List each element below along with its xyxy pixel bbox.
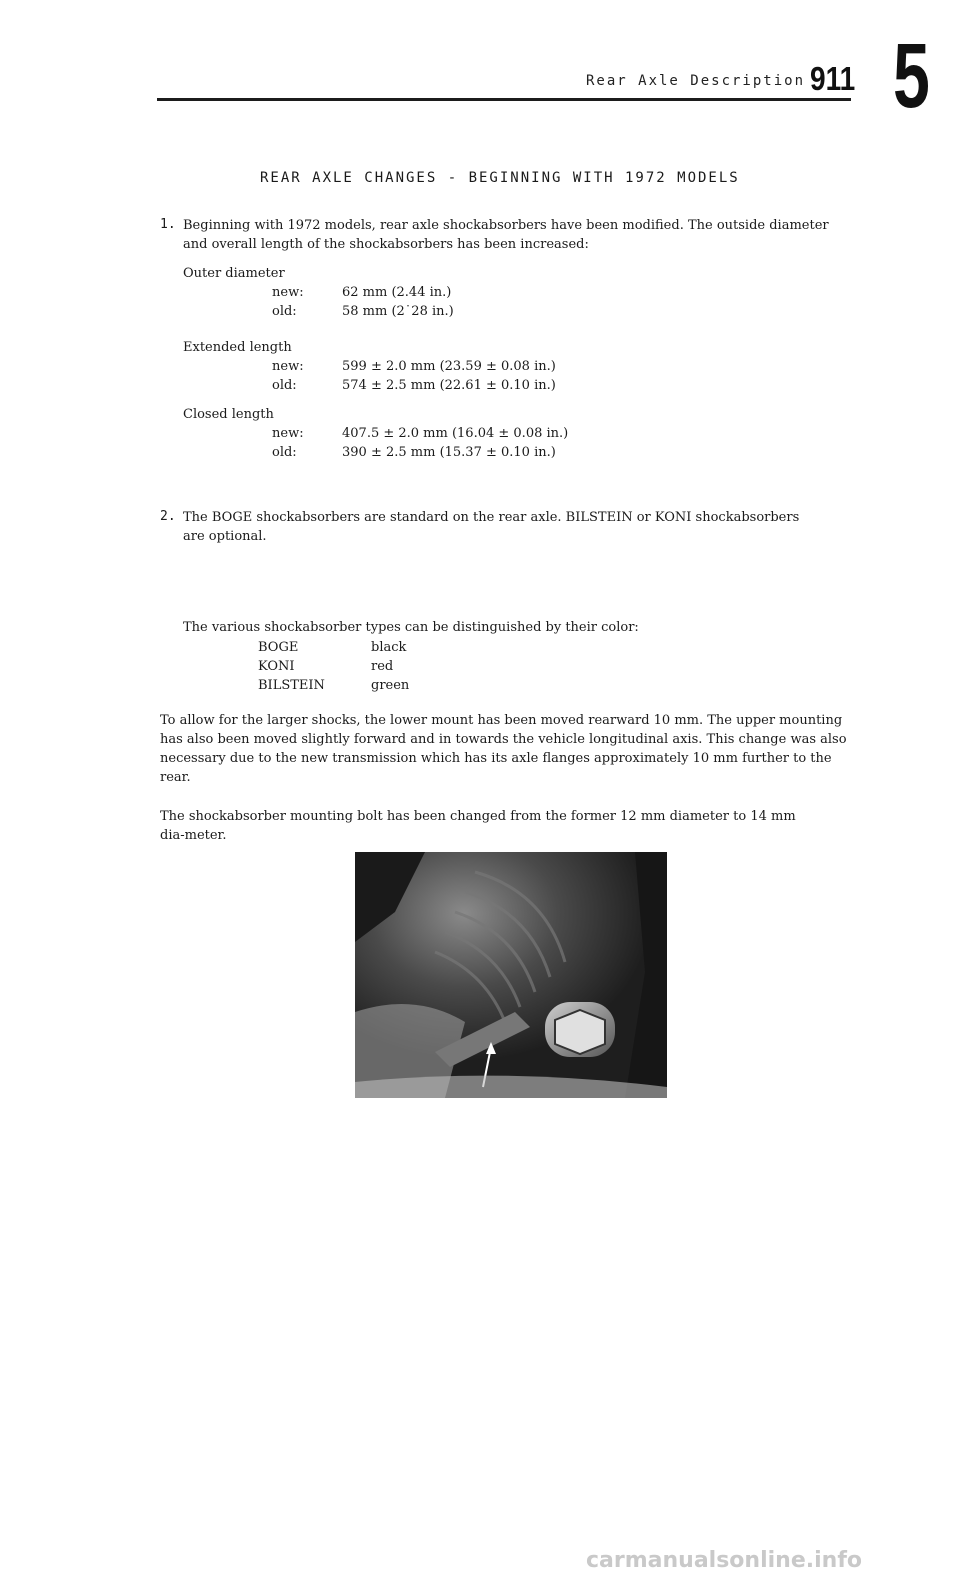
item-1-number: 1. <box>160 217 176 232</box>
spec-value: 574 ± 2.5 mm (22.61 ± 0.10 in.) <box>342 378 556 393</box>
watermark: carmanualsonline.info <box>586 1548 862 1573</box>
paragraph-bolt-change: The shockabsorber mounting bolt has been changed from the former 12 mm diameter to 14 mm dia-meter. <box>160 809 796 843</box>
item-1-text: Beginning with 1972 models, rear axle shockabsorbers have been modified. The outside diameter and overall length of the shockabsorbers has been increased: <box>183 218 829 252</box>
spec-sub-new: new: <box>272 426 304 441</box>
spec-sub-old: old: <box>272 304 297 319</box>
spec-sub-old: old: <box>272 378 297 393</box>
spec-label-closed-length: Closed length <box>183 407 274 422</box>
type-name-boge: BOGE <box>258 640 299 655</box>
photo-illustration <box>355 852 667 1098</box>
type-name-koni: KONI <box>258 659 295 674</box>
spec-value: 62 mm (2.44 in.) <box>342 285 452 300</box>
spec-value: 407.5 ± 2.0 mm (16.04 ± 0.08 in.) <box>342 426 569 441</box>
chapter-number: 5 <box>893 25 930 127</box>
type-name-bilstein: BILSTEIN <box>258 678 325 693</box>
paragraph-mount-change: To allow for the larger shocks, the lower mount has been moved rearward 10 mm. The upper mounting has also been moved slightly forward and in towards the vehicle longitudinal axis. This change was also necessary due to the new transmission which has its axle flanges approximately 10 mm further to the rear. <box>160 713 847 785</box>
spec-sub-new: new: <box>272 359 304 374</box>
header-rule <box>157 98 851 101</box>
item-2-number: 2. <box>160 509 176 524</box>
spec-value: 390 ± 2.5 mm (15.37 ± 0.10 in.) <box>342 445 556 460</box>
type-color-koni: red <box>371 659 394 674</box>
colors-intro: The various shockabsorber types can be distinguished by their color: <box>183 620 639 635</box>
spec-value: 599 ± 2.0 mm (23.59 ± 0.08 in.) <box>342 359 556 374</box>
type-color-boge: black <box>371 640 407 655</box>
item-2-text: The BOGE shockabsorbers are standard on the rear axle. BILSTEIN or KONI shockabsorbers are optional. <box>183 510 800 544</box>
header-title: Rear Axle Description <box>586 73 806 89</box>
header-model: 911 <box>810 60 856 97</box>
spec-label-outer-diameter: Outer diameter <box>183 266 285 281</box>
section-title: REAR AXLE CHANGES - BEGINNING WITH 1972 MODELS <box>260 170 740 186</box>
shockabsorber-mount-photo <box>355 852 667 1098</box>
spec-label-extended-length: Extended length <box>183 340 292 355</box>
spec-value: 58 mm (2˙28 in.) <box>342 304 454 319</box>
type-color-bilstein: green <box>371 678 410 693</box>
spec-sub-old: old: <box>272 445 297 460</box>
spec-sub-new: new: <box>272 285 304 300</box>
